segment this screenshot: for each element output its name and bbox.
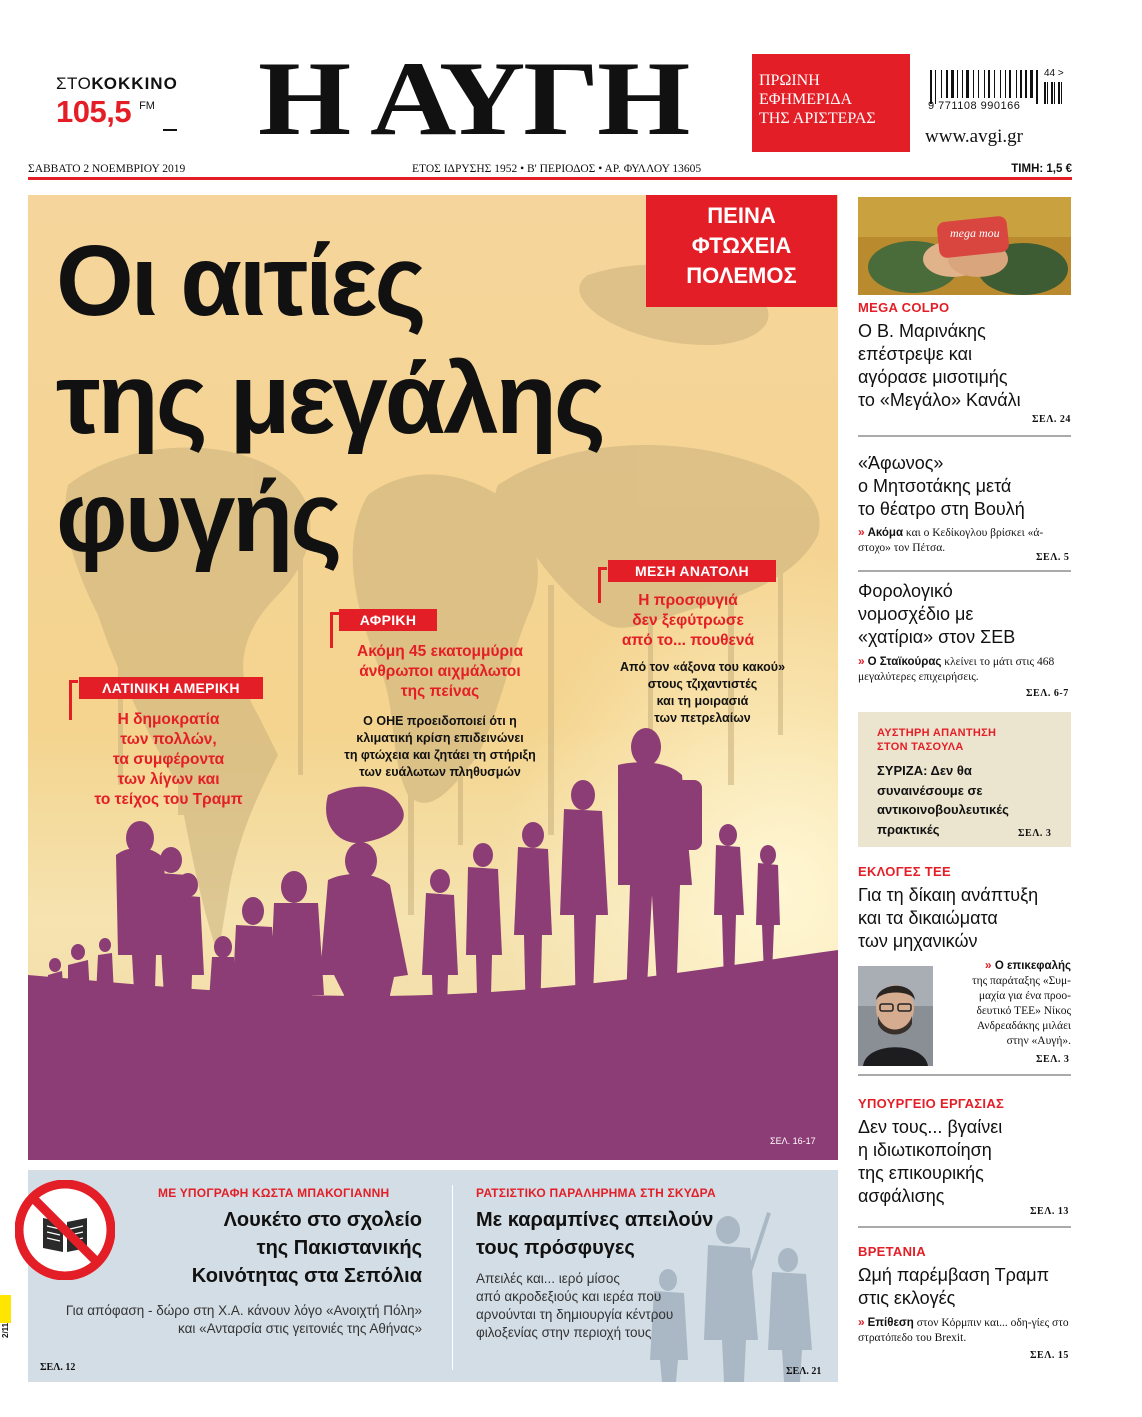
s5-body [938, 958, 1071, 1049]
br-body-line: φιλοξενίας στην περιοχή τους [476, 1325, 652, 1340]
hero-page-ref: ΣΕΛ. 16-17 [770, 1136, 816, 1146]
edge-label: 2/11 [1, 1322, 10, 1338]
africa-body-line: τη φτώχεια και ζητάει τη στήριξη [344, 748, 536, 762]
mega-photo-text: mega mou [950, 226, 1000, 240]
tagline-line-2: ΕΦΗΜΕΡΙΔΑ [759, 91, 853, 108]
s4-title-line: πρακτικές [877, 821, 940, 837]
s5-lead: Ο επικεφαλής [994, 960, 1071, 972]
bottom-right-title[interactable] [476, 1206, 816, 1262]
s2-lead: Ακόμα [867, 527, 904, 539]
radio-frequency: 105,5 [56, 94, 132, 129]
s3-title-line: νομοσχέδιο με [858, 604, 974, 624]
s3-text: κλείνει το μάτι στις 468 μεγαλύτερες επιχειρήσεις. [858, 656, 1055, 683]
s1-title[interactable] [858, 320, 1068, 412]
mideast-head-line: Η προσφυγιά [638, 592, 738, 609]
barcode-bar [930, 70, 932, 104]
africa-head-line: άνθρωποι αιχμάλωτοι [359, 663, 521, 680]
s3-title-line: Φορολογικό [858, 581, 953, 601]
s7-title-line: Ωμή παρέμβαση Τραμπ [858, 1265, 1050, 1285]
s6-title-line: της επικουρικής [858, 1163, 984, 1183]
latin-head-line: των λίγων και [117, 771, 220, 788]
br-body-line: Απειλές και... ιερό μίσος [476, 1271, 620, 1286]
s1-title-line: αγόρασε μισοτιμής [858, 367, 1008, 387]
bottom-divider [452, 1185, 453, 1370]
sidebar-divider [858, 1074, 1071, 1076]
s4-title-line: ΣΥΡΙΖΑ: Δεν θα [877, 763, 972, 778]
bl-title-line: της Πακιστανικής [256, 1237, 422, 1259]
issue-price: ΤΙΜΗ: 1,5 € [1011, 163, 1072, 175]
barcode-addon-bar [1054, 82, 1055, 104]
africa-tag-tick [330, 612, 339, 615]
latin-head-line: το τείχος του Τραμπ [94, 791, 243, 808]
sidebar-divider [858, 435, 1071, 437]
bl-body-line: και «Ανταρσία στις γειτονιές της Αθήνας» [178, 1321, 422, 1336]
br-title-line: τους πρόσφυγες [476, 1237, 635, 1259]
africa-head-line: Ακόμη 45 εκατομμύρια [357, 643, 523, 660]
s6-title-line: η ιδιωτικοποίηση [858, 1140, 992, 1160]
bottom-left-page: ΣΕΛ. 12 [40, 1362, 76, 1373]
br-body-line: από ακροδεξιούς και ιερέα που [476, 1289, 662, 1304]
bl-title-line: Κοινότητας στα Σεπόλια [191, 1265, 422, 1287]
s3-page: ΣΕΛ. 6-7 [1026, 688, 1069, 699]
s7-text: στον Κόρμπιν και... οδη-γίες στο στρατόπεδο του Brexit. [858, 1317, 1069, 1344]
s3-title[interactable] [858, 580, 1071, 649]
africa-head-line: της πείνας [400, 683, 480, 700]
radio-unit: FM [139, 100, 155, 112]
dateline [28, 160, 1072, 180]
sidebar-divider [858, 1226, 1071, 1228]
latin-head-line: των πολλών, [120, 731, 217, 748]
s4-kicker[interactable] [877, 726, 996, 754]
s2-title[interactable] [858, 452, 1073, 521]
s5-body-line: μαχία για ένα προο- [978, 990, 1071, 1002]
hero-kicker [646, 195, 837, 307]
africa-body-line: Ο ΟΗΕ προειδοποιεί ότι η [363, 714, 517, 728]
barcode-addon-bar [1061, 82, 1062, 104]
barcode-bar [1005, 70, 1006, 98]
newspaper-logo[interactable]: Η ΑΥΓΗ [258, 40, 689, 157]
mideast-body-line: στους τζιχαντιστές [647, 677, 758, 691]
barcode-addon-bar [1047, 82, 1048, 104]
barcode-bar [946, 70, 948, 98]
s1-title-line: το «Μεγάλο» Κανάλι [858, 390, 1021, 410]
s7-kicker[interactable]: ΒΡΕΤΑΝΙΑ [858, 1244, 926, 1259]
africa-body [320, 713, 560, 781]
s4-title-line: αντικοινοβουλευτικές [877, 802, 1009, 817]
s5-kicker[interactable]: ΕΚΛΟΓΕΣ ΤΕΕ [858, 864, 951, 879]
s2-arrow-icon: » [858, 525, 865, 539]
kicker-line-3: ΠΟΛΕΜΟΣ [686, 263, 797, 288]
barcode-bar [1000, 70, 1001, 98]
s3-arrow-icon: » [858, 654, 865, 668]
mega-photo-art [858, 197, 1071, 295]
africa-tag[interactable]: ΑΦΡΙΚΗ [339, 609, 437, 631]
middle-east-tag[interactable]: ΜΕΣΗ ΑΝΑΤΟΛΗ [608, 560, 776, 582]
s2-text: και ο Κεδίκογλου βρίσκει «ά-στοχο» τον Πέτσα. [858, 527, 1044, 554]
barcode-number: 9 771108 990166 [928, 100, 1021, 112]
s7-title[interactable] [858, 1264, 1071, 1310]
edge-marker [0, 1295, 11, 1323]
portrait-art [858, 966, 933, 1066]
kicker-line-2: ΦΤΩΧΕΙΑ [691, 233, 792, 258]
barcode-bar [978, 70, 979, 98]
africa-body-line: των ευάλωτων πληθυσμών [359, 765, 521, 779]
s5-title-line: Για τη δίκαιη ανάπτυξη [858, 885, 1039, 905]
barcode-bar [1025, 70, 1027, 98]
barcode-bar [957, 70, 958, 98]
s3-lead: Ο Σταϊκούρας [867, 656, 942, 668]
latin-head-line: Η δημοκρατία [117, 711, 220, 728]
mideast-head-line: από το... πουθενά [621, 632, 755, 649]
middle-east-head[interactable] [598, 591, 778, 651]
latin-tag-tick [69, 680, 78, 683]
latin-america-tag[interactable]: ΛΑΤΙΝΙΚΗ ΑΜΕΡΙΚΗ [79, 677, 263, 699]
headline-line-2: της μεγάλης [56, 343, 603, 455]
barcode-bar [1009, 70, 1011, 98]
issue-meta: ΕΤΟΣ ΙΔΡΥΣΗΣ 1952 • Β' ΠΕΡΙΟΔΟΣ • ΑΡ. ΦΥΛΛΟΥ 13605 [412, 163, 702, 175]
mideast-head-line: δεν ξεφύτρωσε [632, 612, 744, 629]
mideast-tag-tick [598, 567, 607, 570]
kicker-line-1: ΠΕΙΝΑ [707, 203, 776, 228]
s4-kicker-2: ΣΤΟΝ ΤΑΣΟΥΛΑ [877, 741, 964, 753]
s4-title-line: συναινέσουμε σε [877, 782, 983, 798]
issue-date: ΣΑΒΒΑΤΟ 2 ΝΟΕΜΒΡΙΟΥ 2019 [28, 163, 186, 175]
s5-body-line: της παράταξης «Συμ- [971, 975, 1071, 987]
portrait-photo [858, 966, 933, 1066]
barcode-bar [1036, 70, 1038, 104]
radio-brand-rest: ΚΟΚΚΙΝΟ [91, 74, 178, 93]
s4-kicker-1: ΑΥΣΤΗΡΗ ΑΠΑΝΤΗΣΗ [877, 727, 997, 739]
s7-body [858, 1315, 1071, 1346]
s3-body [858, 654, 1071, 685]
s6-title-line: ασφάλισης [858, 1186, 945, 1206]
middle-east-body [590, 659, 815, 727]
s1-title-line: Ο Β. Μαρινάκης [858, 321, 986, 341]
mega-photo[interactable] [858, 197, 1071, 295]
s5-body-line: Ανδρεαδάκης μιλάει [976, 1020, 1071, 1032]
barcode-bar [951, 70, 954, 98]
bl-title-line: Λουκέτο στο σχολείο [223, 1209, 422, 1231]
s6-kicker[interactable]: ΥΠΟΥΡΓΕΙΟ ΕΡΓΑΣΙΑΣ [858, 1096, 1005, 1111]
s5-body-lead-line [938, 958, 1071, 974]
barcode-bar [1020, 70, 1022, 98]
bottom-right-body [476, 1270, 776, 1342]
s1-page: ΣΕΛ. 24 [1032, 414, 1071, 425]
sidebar-divider [858, 570, 1071, 572]
s4-page: ΣΕΛ. 3 [1018, 828, 1052, 839]
mideast-body-line: Από τον «άξονα του κακού» [619, 660, 786, 674]
bl-body-line: Για απόφαση - δώρο στη Χ.Α. κάνουν λόγο «Ανοιχτή Πόλη» [65, 1303, 422, 1318]
barcode-addon: 44 > [1044, 68, 1064, 79]
headline-line-1: Οι αιτίες [56, 225, 424, 337]
barcode-bar [1016, 70, 1017, 98]
barcode-bar [973, 70, 974, 98]
headline-line-3: φυγής [56, 461, 340, 573]
s1-title-line: επέστρεψε και [858, 344, 972, 364]
barcode-bar [962, 70, 963, 98]
s7-title-line: στις εκλογές [858, 1288, 956, 1308]
barcode-bar [984, 70, 985, 98]
tagline-line-1: ΠΡΩΙΝΗ [759, 72, 820, 89]
s5-body-line: δευτικό ΤΕΕ» Νίκος [976, 1005, 1071, 1017]
s6-title-line: Δεν τους... βγαίνει [858, 1117, 1003, 1137]
barcode-addon-bar [1044, 82, 1046, 104]
barcode-bar [1030, 70, 1033, 98]
masthead-tagline [752, 54, 910, 152]
s6-title[interactable] [858, 1116, 1071, 1208]
barcode-bar [994, 70, 995, 98]
barcode-bar [941, 70, 942, 98]
hero-headline[interactable] [56, 222, 736, 576]
mideast-body-line: των πετρελαίων [654, 711, 751, 725]
br-body-line: αρνούνται τη δημιουργία κέντρου [476, 1307, 674, 1322]
s5-title-line: και τα δικαιώματα [858, 908, 998, 928]
tagline-line-3: ΤΗΣ ΑΡΙΣΤΕΡΑΣ [759, 110, 876, 127]
br-title-line: Με καραμπίνες απειλούν [476, 1209, 714, 1231]
bottom-left-body [38, 1302, 422, 1338]
mideast-body-line: και τη μοιρασιά [656, 694, 749, 708]
s6-page: ΣΕΛ. 13 [1030, 1206, 1069, 1217]
barcode-bar [988, 70, 990, 98]
barcode-bar [935, 70, 936, 104]
barcode-addon-bar [1051, 82, 1053, 104]
bottom-right-tag[interactable]: ΡΑΤΣΙΣΤΙΚΟ ΠΑΡΑΛΗΡΗΜΑ ΣΤΗ ΣΚΥΔΡΑ [476, 1186, 716, 1200]
s7-arrow-icon: » [858, 1315, 865, 1329]
s2-title-line: το θέατρο στη Βουλή [858, 499, 1025, 519]
bottom-left-title[interactable] [110, 1206, 422, 1290]
latin-head-line: τα συμφέροντα [112, 751, 225, 768]
s5-title[interactable] [858, 884, 1071, 953]
website-link[interactable]: www.avgi.gr [925, 126, 1023, 147]
radio-ad[interactable] [56, 74, 186, 130]
s5-title-line: των μηχανικών [858, 931, 978, 951]
s5-page: ΣΕΛ. 3 [1036, 1054, 1070, 1065]
no-book-sign-icon [15, 1180, 115, 1280]
bottom-left-tag[interactable]: ΜΕ ΥΠΟΓΡΑΦΗ ΚΩΣΤΑ ΜΠΑΚΟΓΙΑΝΝΗ [158, 1186, 390, 1200]
latin-america-head[interactable] [56, 710, 281, 810]
s5-arrow-icon: » [984, 958, 995, 972]
radio-brand: ΣΤΟΚΟΚΚΙΝΟ [56, 74, 178, 93]
s1-kicker[interactable]: MEGA COLPO [858, 300, 950, 315]
s2-title-line: ο Μητσοτάκης μετά [858, 476, 1012, 496]
barcode-addon-bar [1058, 82, 1060, 104]
bottom-right-page: ΣΕΛ. 21 [786, 1366, 822, 1377]
s7-lead: Επίθεση [867, 1317, 914, 1329]
s3-title-line: «χατίρια» στον ΣΕΒ [858, 627, 1016, 647]
barcode-bar [966, 70, 969, 98]
s7-page: ΣΕΛ. 15 [1030, 1350, 1069, 1361]
africa-body-line: κλιματική κρίση επιδεινώνει [356, 731, 524, 745]
s5-body-line: στην «Αυγή». [1006, 1035, 1071, 1047]
radio-dash [163, 129, 177, 131]
africa-head[interactable] [320, 642, 560, 702]
s2-title-line: «Άφωνος» [858, 453, 944, 473]
s2-page: ΣΕΛ. 5 [1036, 552, 1070, 563]
